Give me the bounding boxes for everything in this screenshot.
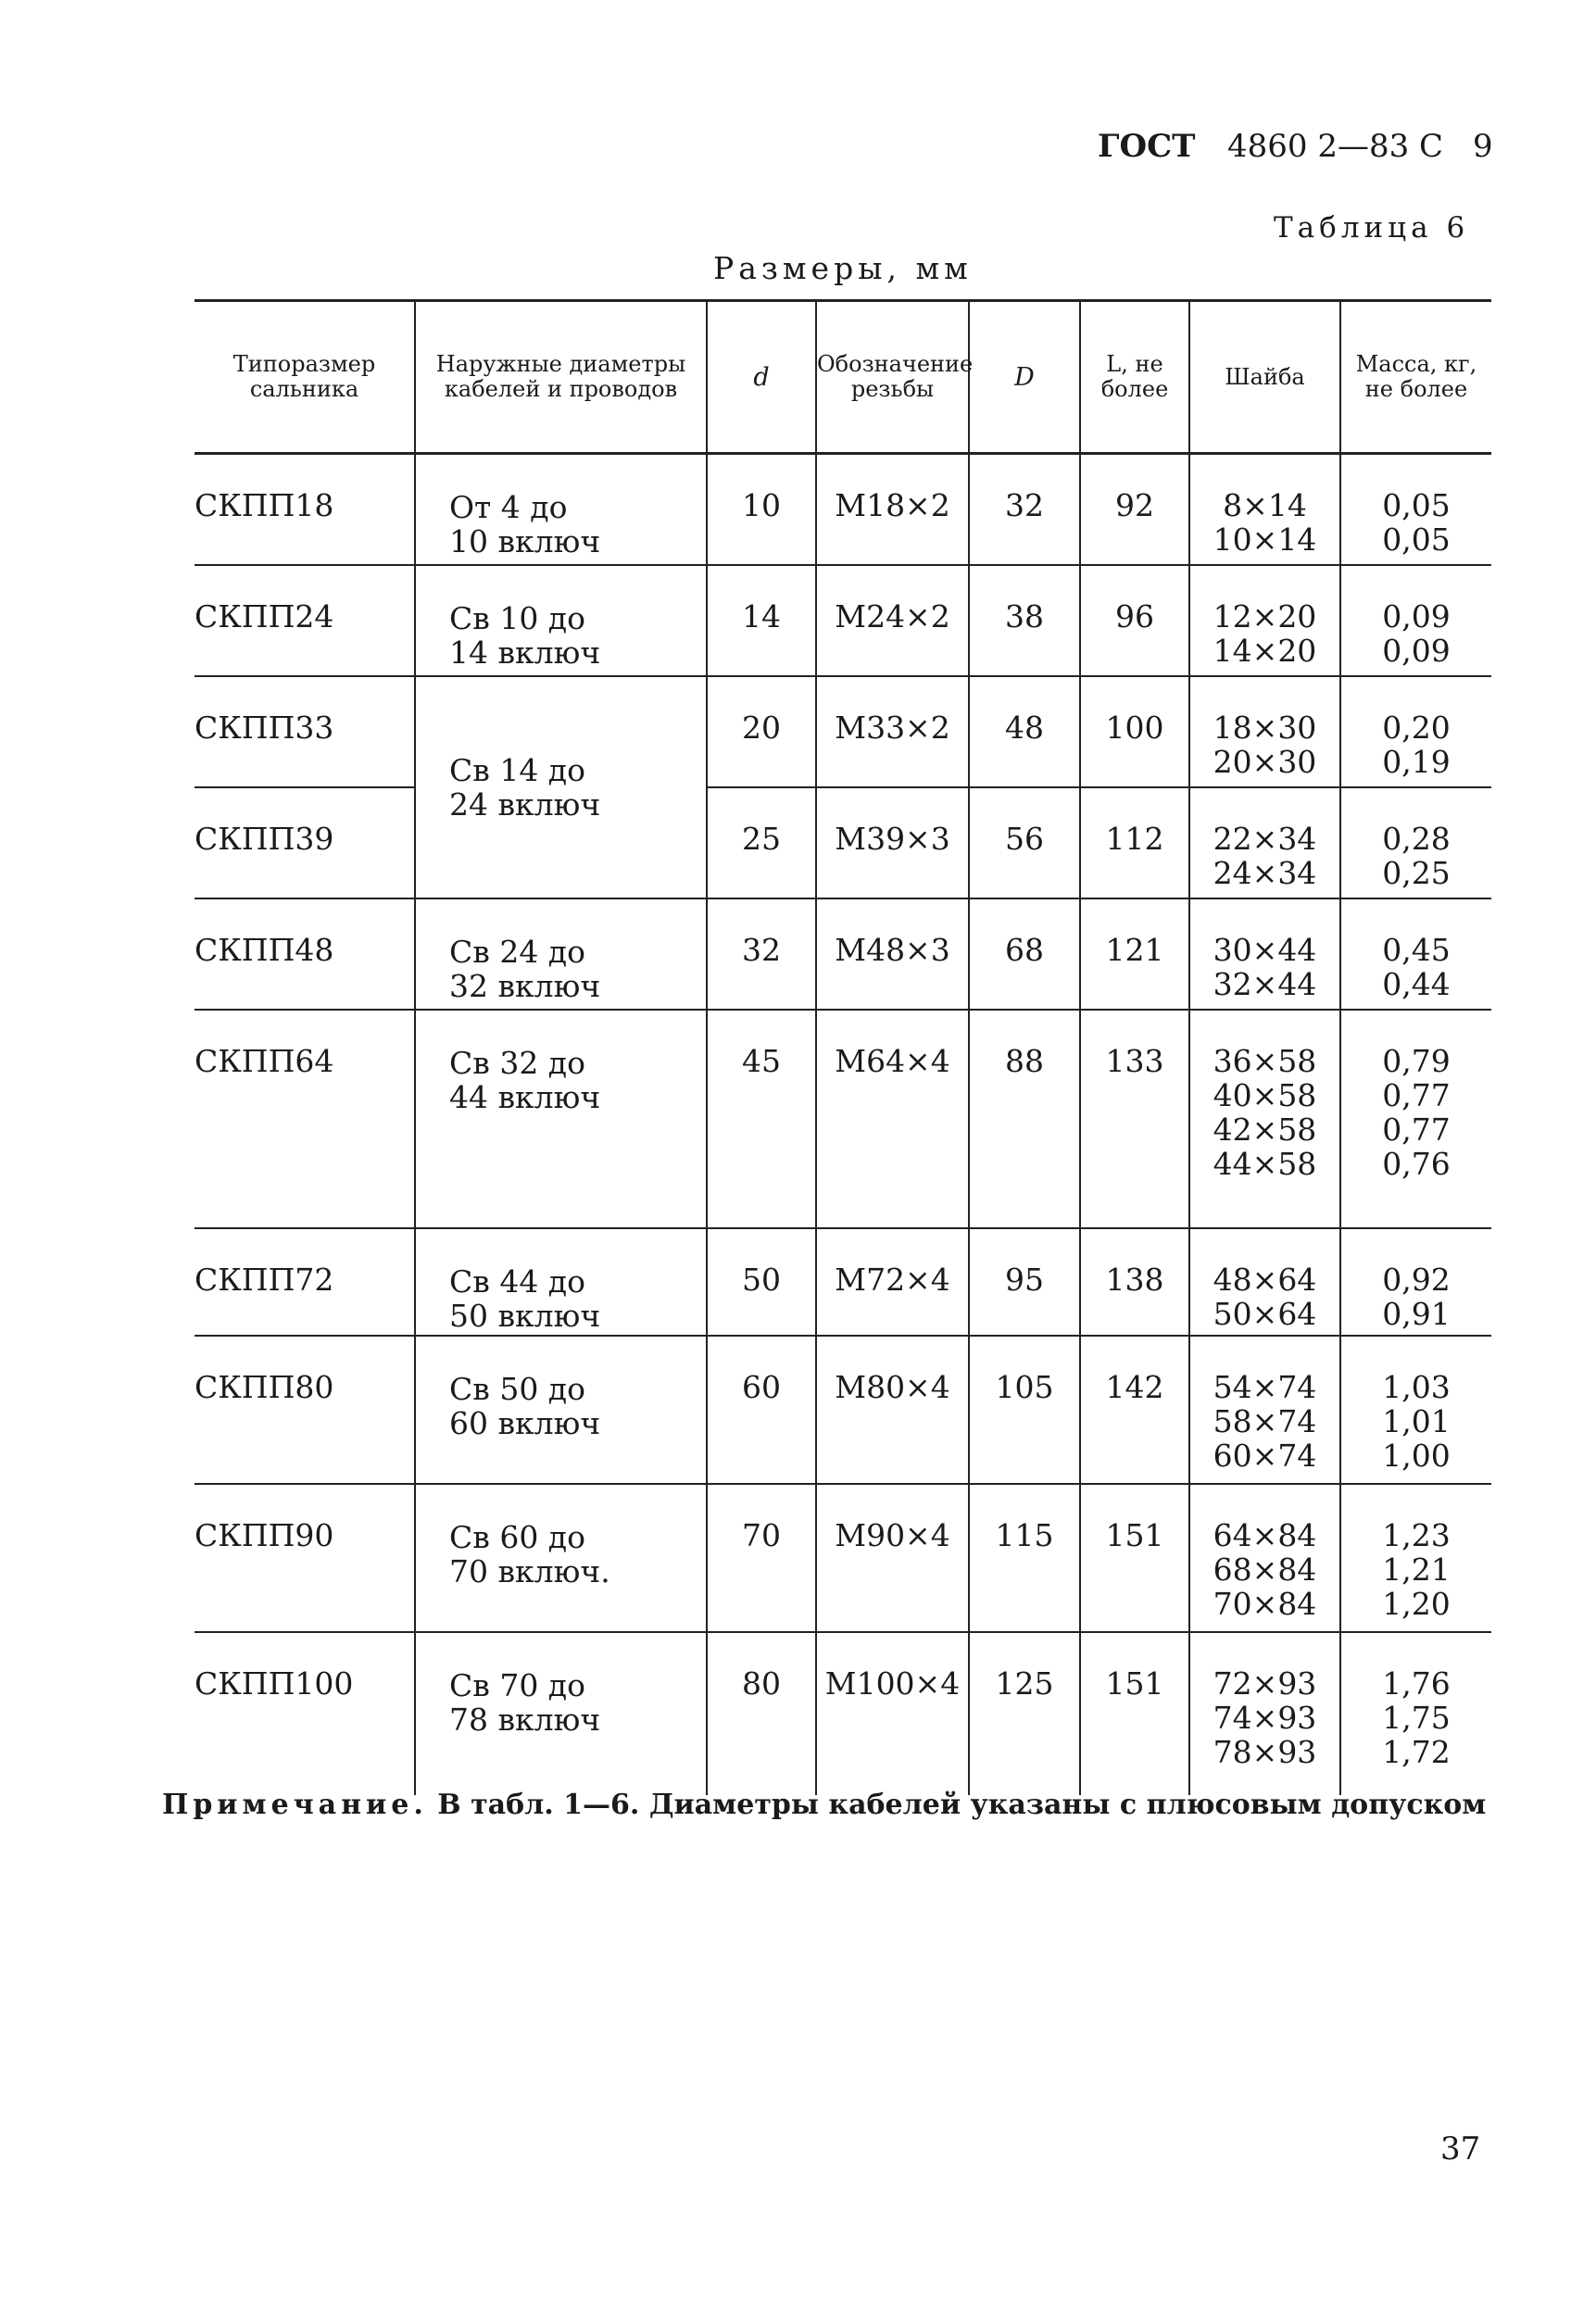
washer-line: 22×34 — [1213, 820, 1317, 857]
washer-line: 30×44 — [1213, 931, 1317, 968]
diameter-line: 44 включ — [449, 1078, 601, 1115]
mass-line: 0,77 — [1382, 1111, 1451, 1148]
cell-thread: М72×4 — [816, 1228, 969, 1336]
column-header-thread: Обозначение резьбы — [816, 301, 969, 454]
column-header-washer: Шайба — [1189, 301, 1340, 454]
column-header-d: d — [707, 301, 816, 454]
mass-line: 1,00 — [1382, 1437, 1451, 1474]
diameter-line: Св 24 до — [449, 933, 585, 970]
cell-d: 32 — [707, 898, 816, 1010]
cell-L: 92 — [1080, 454, 1189, 565]
cell-d: 60 — [707, 1336, 816, 1484]
cell-mass — [1340, 1228, 1491, 1336]
document-standard-label: ГОСТ — [1098, 128, 1196, 165]
cell-D: 125 — [969, 1632, 1080, 1795]
table-row — [195, 454, 1491, 565]
diameter-line: Св 70 до — [449, 1666, 585, 1703]
diameter-line: 60 включ — [449, 1404, 601, 1441]
cell-cable-diameters — [415, 1484, 707, 1632]
mass-line: 0,44 — [1382, 965, 1451, 1002]
washer-line: 10×14 — [1213, 521, 1317, 558]
diameter-line: 24 включ — [449, 785, 601, 823]
cell-L: 151 — [1080, 1632, 1189, 1795]
table-row — [195, 1484, 1491, 1632]
cell-d: 20 — [707, 676, 816, 787]
cell-mass — [1340, 1010, 1491, 1228]
mass-line: 0,79 — [1382, 1042, 1451, 1079]
cell-thread: М39×3 — [816, 787, 969, 898]
cell-mass — [1340, 1484, 1491, 1632]
table-note — [162, 1788, 1487, 1823]
washer-line: 72×93 — [1213, 1665, 1317, 1702]
cell-mass — [1340, 676, 1491, 787]
cell-washer — [1189, 787, 1340, 898]
mass-line: 1,72 — [1382, 1733, 1451, 1770]
washer-line: 40×58 — [1213, 1076, 1317, 1113]
cell-D: 68 — [969, 898, 1080, 1010]
cell-D: 105 — [969, 1336, 1080, 1484]
cell-mass — [1340, 787, 1491, 898]
cell-L: 100 — [1080, 676, 1189, 787]
cell-d: 70 — [707, 1484, 816, 1632]
cell-washer — [1189, 676, 1340, 787]
cell-cable-diameters — [415, 1336, 707, 1484]
cell-d: 10 — [707, 454, 816, 565]
column-header-L: L, не более — [1080, 301, 1189, 454]
mass-line: 1,76 — [1382, 1665, 1451, 1702]
table-row — [195, 1010, 1491, 1228]
diameter-line: Св 44 до — [449, 1263, 585, 1300]
cell-mass — [1340, 565, 1491, 676]
cell-L: 151 — [1080, 1484, 1189, 1632]
cell-cable-diameters — [415, 1228, 707, 1336]
cell-size: СКПП39 — [195, 787, 415, 898]
table-row — [195, 1336, 1491, 1484]
washer-line: 68×84 — [1213, 1551, 1317, 1588]
washer-line: 24×34 — [1213, 854, 1317, 891]
mass-line: 1,01 — [1382, 1402, 1451, 1439]
mass-line: 0,76 — [1382, 1145, 1451, 1182]
diameter-line: 10 включ — [449, 523, 601, 559]
mass-line: 0,19 — [1382, 743, 1451, 780]
cell-d: 45 — [707, 1010, 816, 1228]
cell-D: 38 — [969, 565, 1080, 676]
cell-D: 32 — [969, 454, 1080, 565]
cell-washer — [1189, 454, 1340, 565]
cell-cable-diameters — [415, 1632, 707, 1795]
diameter-line: 50 включ — [449, 1297, 601, 1334]
cell-washer — [1189, 1228, 1340, 1336]
mass-line: 0,91 — [1382, 1295, 1451, 1332]
mass-line: 1,75 — [1382, 1699, 1451, 1736]
cell-mass — [1340, 1632, 1491, 1795]
cell-D: 56 — [969, 787, 1080, 898]
table-caption: Размеры, мм — [713, 250, 973, 286]
cell-D: 88 — [969, 1010, 1080, 1228]
washer-line: 18×30 — [1213, 709, 1317, 746]
washer-line: 74×93 — [1213, 1699, 1317, 1736]
cell-D: 48 — [969, 676, 1080, 787]
cell-thread: М18×2 — [816, 454, 969, 565]
mass-line: 0,05 — [1382, 487, 1451, 523]
cell-thread: М24×2 — [816, 565, 969, 676]
diameter-line: 78 включ — [449, 1701, 601, 1738]
mass-line: 0,92 — [1382, 1261, 1451, 1298]
cell-size: СКПП33 — [195, 676, 415, 787]
cell-cable-diameters — [415, 1010, 707, 1228]
cell-D: 115 — [969, 1484, 1080, 1632]
cell-size: СКПП64 — [195, 1010, 415, 1228]
cell-L: 138 — [1080, 1228, 1189, 1336]
mass-line: 1,21 — [1382, 1551, 1451, 1588]
note-label: Примечание. — [162, 1789, 428, 1821]
page-number: 37 — [1440, 2130, 1481, 2167]
table-row — [195, 1632, 1491, 1795]
cell-thread: М64×4 — [816, 1010, 969, 1228]
standard-page-number: 9 — [1473, 128, 1493, 165]
cell-cable-diameters — [415, 676, 707, 898]
washer-line: 64×84 — [1213, 1516, 1317, 1553]
washer-line: 12×20 — [1213, 597, 1317, 634]
cell-L: 133 — [1080, 1010, 1189, 1228]
column-header-D: D — [969, 301, 1080, 454]
mass-line: 1,03 — [1382, 1368, 1451, 1405]
washer-line: 14×20 — [1213, 632, 1317, 669]
cell-washer — [1189, 1010, 1340, 1228]
cell-cable-diameters — [415, 898, 707, 1010]
cell-L: 112 — [1080, 787, 1189, 898]
mass-line: 0,28 — [1382, 820, 1451, 857]
diameter-line: 70 включ. — [449, 1552, 610, 1589]
column-header-cable-diameters: Наружные диаметры кабелей и проводов — [415, 301, 707, 454]
table-header-row — [195, 301, 1491, 454]
cell-mass — [1340, 1336, 1491, 1484]
cell-washer — [1189, 565, 1340, 676]
table-row — [195, 787, 1491, 898]
diameter-line: Св 50 до — [449, 1370, 585, 1407]
column-header-size: Типоразмер сальника — [195, 301, 415, 454]
mass-line: 1,23 — [1382, 1516, 1451, 1553]
mass-line: 0,05 — [1382, 521, 1451, 558]
mass-line: 0,77 — [1382, 1076, 1451, 1113]
washer-line: 54×74 — [1213, 1368, 1317, 1405]
washer-line: 8×14 — [1223, 487, 1307, 523]
cell-L: 96 — [1080, 565, 1189, 676]
washer-line: 48×64 — [1213, 1261, 1317, 1298]
washer-line: 70×84 — [1213, 1585, 1317, 1622]
table-row — [195, 1228, 1491, 1336]
cell-thread: М80×4 — [816, 1336, 969, 1484]
cell-size: СКПП24 — [195, 565, 415, 676]
table-row — [195, 565, 1491, 676]
cell-d: 50 — [707, 1228, 816, 1336]
washer-line: 50×64 — [1213, 1295, 1317, 1332]
diameter-line: От 4 до — [449, 489, 568, 525]
cell-mass — [1340, 898, 1491, 1010]
table-row — [195, 898, 1491, 1010]
washer-line: 44×58 — [1213, 1145, 1317, 1182]
cell-washer — [1189, 898, 1340, 1010]
cell-size: СКПП18 — [195, 454, 415, 565]
cell-d: 25 — [707, 787, 816, 898]
table-body — [195, 454, 1491, 1795]
cell-washer — [1189, 1484, 1340, 1632]
note-text: В табл. 1—6. Диаметры кабелей указаны с плюсовым допуском — [437, 1789, 1487, 1821]
diameter-line: Св 14 до — [449, 751, 585, 788]
column-header-mass: Масса, кг, не более — [1340, 301, 1491, 454]
washer-line: 58×74 — [1213, 1402, 1317, 1439]
diameter-line: Св 32 до — [449, 1044, 585, 1081]
cell-size: СКПП100 — [195, 1632, 415, 1795]
cell-thread: М100×4 — [816, 1632, 969, 1795]
washer-line: 36×58 — [1213, 1042, 1317, 1079]
table-label: Таблица 6 — [1274, 211, 1470, 245]
washer-line: 32×44 — [1213, 965, 1317, 1002]
cell-size: СКПП48 — [195, 898, 415, 1010]
washer-line: 42×58 — [1213, 1111, 1317, 1148]
mass-line: 0,20 — [1382, 709, 1451, 746]
cell-cable-diameters — [415, 565, 707, 676]
cell-thread: М33×2 — [816, 676, 969, 787]
cell-mass — [1340, 454, 1491, 565]
mass-line: 0,25 — [1382, 854, 1451, 891]
washer-line: 60×74 — [1213, 1437, 1317, 1474]
table-row — [195, 676, 1491, 787]
cell-thread: М48×3 — [816, 898, 969, 1010]
washer-line: 78×93 — [1213, 1733, 1317, 1770]
mass-line: 1,20 — [1382, 1585, 1451, 1622]
cell-washer — [1189, 1632, 1340, 1795]
cell-L: 142 — [1080, 1336, 1189, 1484]
cell-size: СКПП80 — [195, 1336, 415, 1484]
cell-D: 95 — [969, 1228, 1080, 1336]
cell-size: СКПП72 — [195, 1228, 415, 1336]
cell-L: 121 — [1080, 898, 1189, 1010]
cell-size: СКПП90 — [195, 1484, 415, 1632]
spec-table — [195, 299, 1491, 1795]
mass-line: 0,09 — [1382, 632, 1451, 669]
cell-d: 80 — [707, 1632, 816, 1795]
diameter-line: 32 включ — [449, 967, 601, 1004]
diameter-line: 14 включ — [449, 634, 601, 671]
cell-thread: М90×4 — [816, 1484, 969, 1632]
mass-line: 0,09 — [1382, 597, 1451, 634]
mass-line: 0,45 — [1382, 931, 1451, 968]
diameter-line: Св 10 до — [449, 599, 585, 636]
washer-line: 20×30 — [1213, 743, 1317, 780]
cell-d: 14 — [707, 565, 816, 676]
cell-cable-diameters — [415, 454, 707, 565]
diameter-line: Св 60 до — [449, 1518, 585, 1555]
cell-washer — [1189, 1336, 1340, 1484]
document-standard-code: 4860 2—83 С — [1227, 128, 1444, 165]
